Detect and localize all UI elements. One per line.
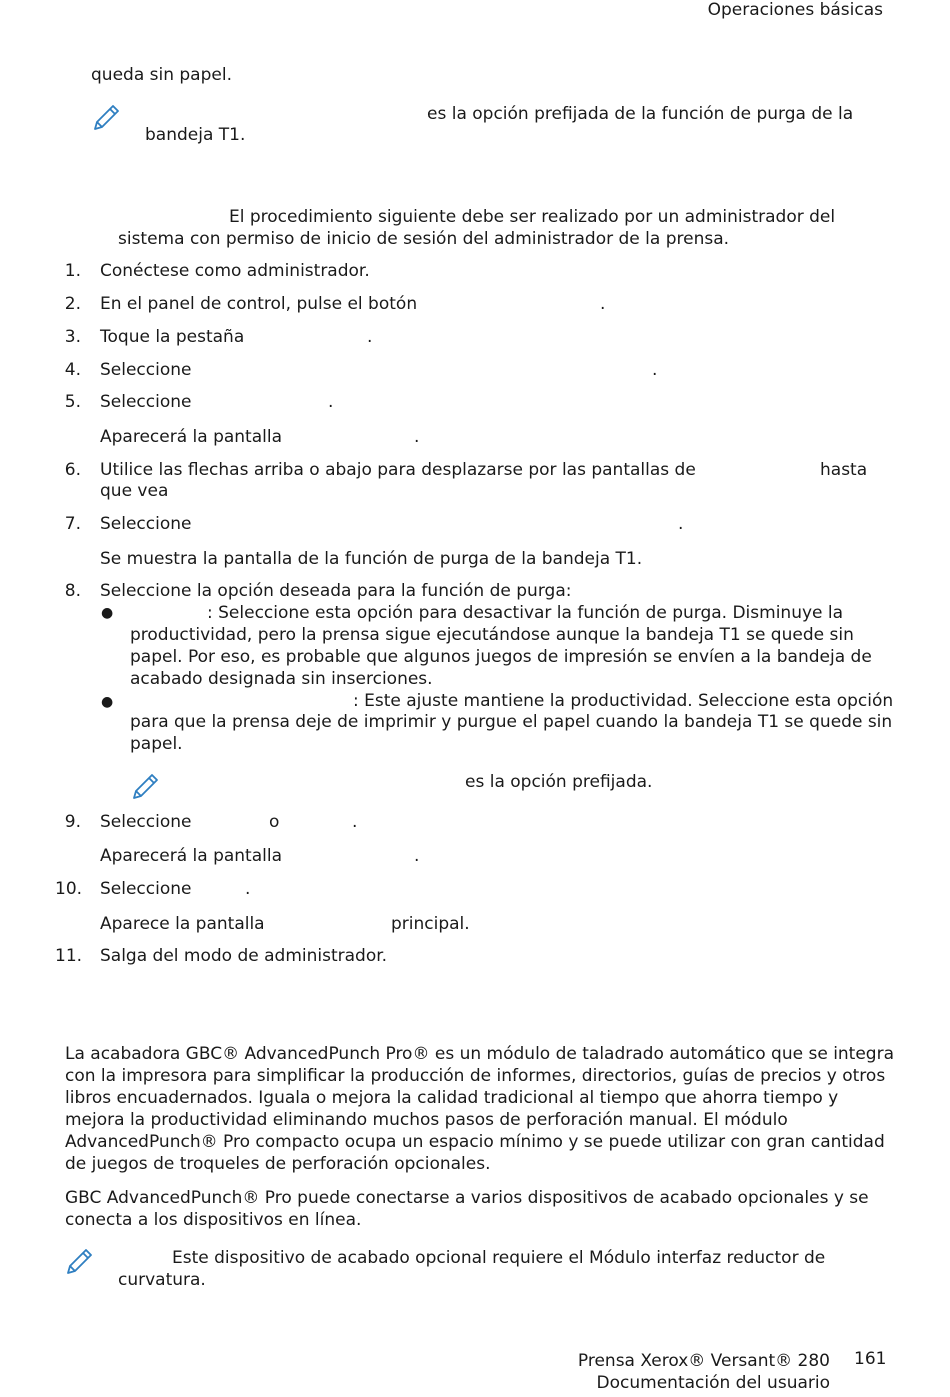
note3-line1: Este dispositivo de acabado opcional requiere el Módulo interfaz reductor de xyxy=(172,1248,826,1268)
bullet-line: productividad, pero la prensa sigue ejecutándose aunque la bandeja T1 se quede sin xyxy=(130,625,854,645)
gbc-para2-line: GBC AdvancedPunch® Pro puede conectarse a varios dispositivos de acabado opcionales y se xyxy=(65,1188,869,1208)
step-text: Seleccione xyxy=(100,879,192,899)
bullet-marker: ● xyxy=(101,694,114,710)
gbc-para2-line: conecta a los dispositivos en línea. xyxy=(65,1210,362,1230)
footer-doc: Documentación del usuario xyxy=(596,1373,830,1393)
bullet-line: papel. xyxy=(130,734,183,754)
bullet-line: para que la prensa deje de imprimir y purgue el papel cuando la bandeja T1 se quede sin xyxy=(130,712,893,732)
gbc-para1-line: con la impresora para simplificar la producción de informes, directorios, guías de precios y otros xyxy=(65,1066,886,1086)
gbc-para1-line: de juegos de troqueles de perforación opcionales. xyxy=(65,1154,491,1174)
step-number: 5. xyxy=(64,392,81,412)
note2-text: es la opción prefijada. xyxy=(465,772,653,792)
note1-text-a: es la opción prefijada de la función de purga de la xyxy=(427,104,854,124)
gbc-para1-line: mejora la productividad eliminando muchos pasos de perforación manual. El módulo xyxy=(65,1110,788,1130)
step-text: Seleccione xyxy=(100,360,192,380)
admin-note-line2: sistema con permiso de inicio de sesión del administrador de la prensa. xyxy=(118,229,730,249)
bullet-line: : Este ajuste mantiene la productividad. Seleccione esta opción xyxy=(353,691,894,711)
pencil-icon xyxy=(90,102,122,134)
step-number: 9. xyxy=(64,812,81,832)
bullet-line: acabado designada sin inserciones. xyxy=(130,669,433,689)
step-number: 4. xyxy=(64,360,81,380)
step-tail: . xyxy=(414,427,420,447)
gbc-para1-line: libros encuadernados. Iguala o mejora la calidad tradicional al tiempo que ahorra tiempo y xyxy=(65,1088,839,1108)
pencil-icon xyxy=(63,1246,95,1278)
step-number: 7. xyxy=(64,514,81,534)
admin-note-line1: El procedimiento siguiente debe ser realizado por un administrador del xyxy=(229,207,836,227)
bullet-line: : Seleccione esta opción para desactivar la función de purga. Disminuye la xyxy=(207,603,844,623)
step-text: Seleccione xyxy=(100,392,192,412)
bullet-marker: ● xyxy=(101,605,114,621)
step-text: En el panel de control, pulse el botón xyxy=(100,294,418,314)
note3-line2: curvatura. xyxy=(118,1270,206,1290)
step-number: 3. xyxy=(64,327,81,347)
step-subtext: Aparecerá la pantalla xyxy=(100,427,283,447)
step-number: 2. xyxy=(64,294,81,314)
pencil-icon xyxy=(129,771,161,803)
step-number: 6. xyxy=(64,460,81,480)
step-tail: . xyxy=(678,514,684,534)
step-text: Toque la pestaña xyxy=(100,327,245,347)
step-tail: . xyxy=(352,812,358,832)
gbc-para1-line: La acabadora GBC® AdvancedPunch Pro® es un módulo de taladrado automático que se integra xyxy=(65,1044,895,1064)
step-number: 1. xyxy=(64,261,81,281)
page-number: 161 xyxy=(854,1349,887,1369)
step-subtext: Aparece la pantalla xyxy=(100,914,265,934)
step-text: Seleccione la opción deseada para la función de purga: xyxy=(100,581,572,601)
step-tail: . xyxy=(367,327,373,347)
step-text: Seleccione xyxy=(100,514,192,534)
step-tail: . xyxy=(600,294,606,314)
step-tail: . xyxy=(328,392,334,412)
gbc-para1-line: AdvancedPunch® Pro compacto ocupa un espacio mínimo y se puede utilizar con gran cantidad xyxy=(65,1132,885,1152)
step-tail: principal. xyxy=(391,914,470,934)
note1-text-b: bandeja T1. xyxy=(145,125,246,145)
step-text: Utilice las flechas arriba o abajo para desplazarse por las pantallas de xyxy=(100,460,696,480)
step-tail: . xyxy=(652,360,658,380)
step-tail: . xyxy=(414,846,420,866)
running-header: Operaciones básicas xyxy=(707,0,883,20)
step-text: Seleccione xyxy=(100,812,192,832)
step-number: 8. xyxy=(64,581,81,601)
step-tail: hasta xyxy=(820,460,868,480)
step-subtext: Se muestra la pantalla de la función de purga de la bandeja T1. xyxy=(100,549,643,569)
step-number: 10. xyxy=(55,879,83,899)
step-text: Conéctese como administrador. xyxy=(100,261,370,281)
step-text: Salga del modo de administrador. xyxy=(100,946,388,966)
step-subtext: Aparecerá la pantalla xyxy=(100,846,283,866)
step-tail: . xyxy=(245,879,251,899)
step-text-line2: que vea xyxy=(100,481,169,501)
bullet-line: papel. Por eso, es probable que algunos juegos de impresión se envíen a la bandeja de xyxy=(130,647,872,667)
step-mid: o xyxy=(269,812,280,832)
footer-product: Prensa Xerox® Versant® 280 xyxy=(577,1351,830,1371)
intro-line: queda sin papel. xyxy=(91,65,232,85)
step-number: 11. xyxy=(55,946,83,966)
